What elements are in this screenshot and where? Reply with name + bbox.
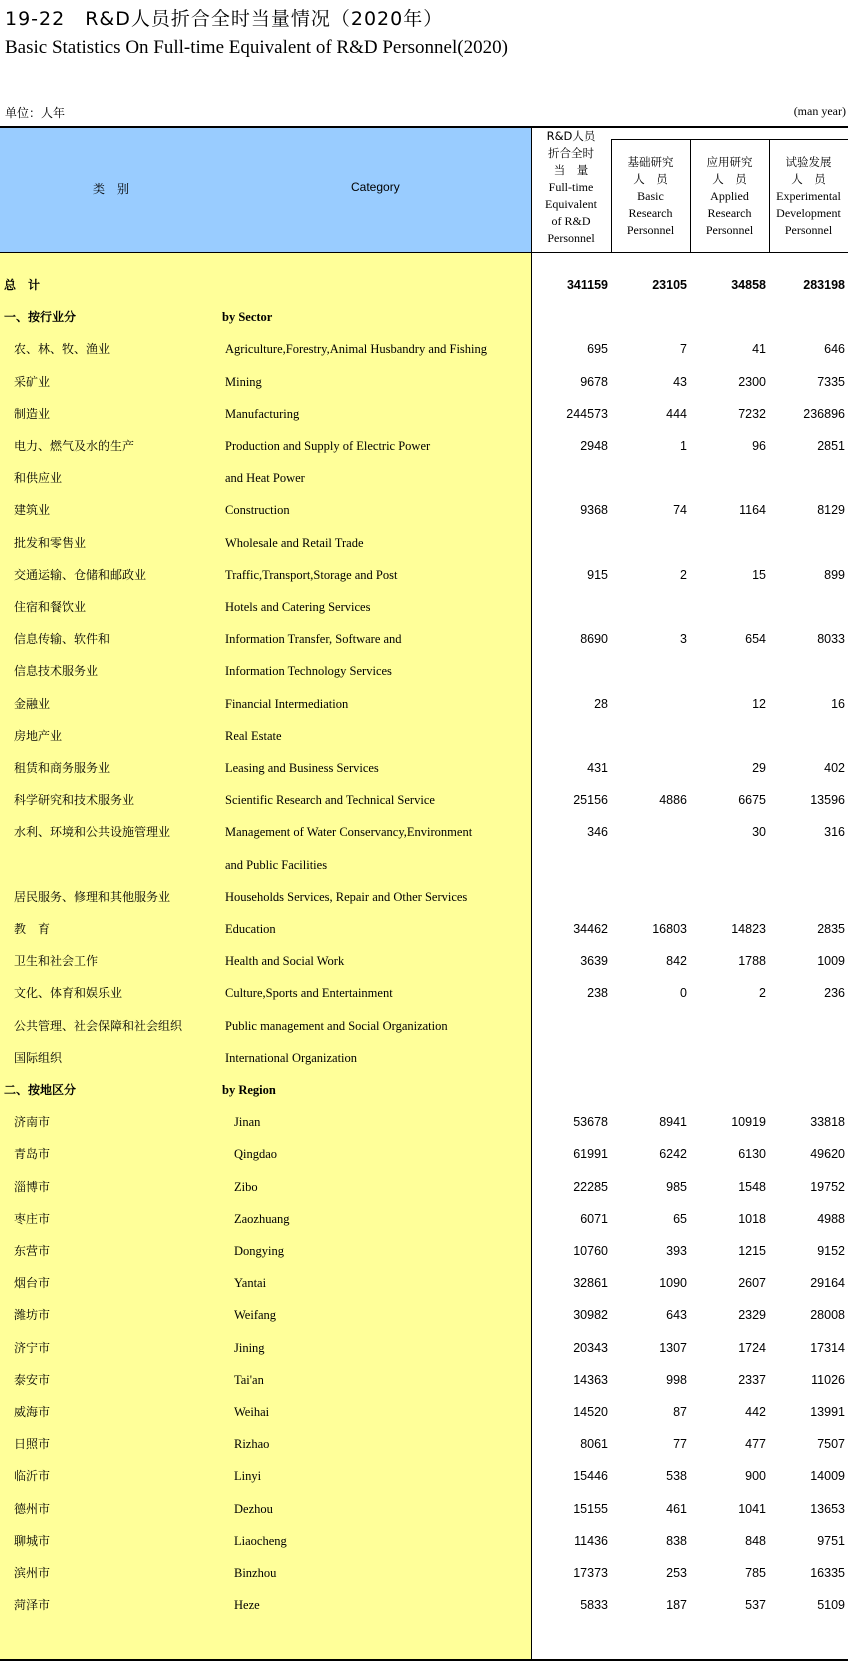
category-en: Traffic,Transport,Storage and Post bbox=[225, 567, 398, 582]
category-zh: 和供应业 bbox=[14, 471, 63, 486]
table-row bbox=[0, 1589, 848, 1621]
value-total: 9368 bbox=[580, 503, 608, 518]
value-applied: 34858 bbox=[731, 278, 766, 292]
category-zh: 淄博市 bbox=[14, 1179, 51, 1194]
value-basic: 0 bbox=[680, 986, 687, 1001]
category-zh: 租赁和商务服务业 bbox=[14, 761, 111, 775]
table-row bbox=[0, 1010, 848, 1042]
value-experimental: 9152 bbox=[817, 1244, 845, 1258]
table-row bbox=[0, 752, 848, 784]
category-zh: 二、按地区分 bbox=[4, 1083, 77, 1097]
category-en: Households Services, Repair and Other Services bbox=[225, 889, 468, 904]
value-total: 10760 bbox=[573, 1244, 608, 1258]
category-header-zh: 类 别 bbox=[93, 182, 130, 196]
header-subrule bbox=[611, 139, 848, 140]
category-zh: 济宁市 bbox=[14, 1340, 51, 1355]
category-en: by Sector bbox=[222, 310, 273, 325]
value-applied: 41 bbox=[752, 342, 766, 357]
value-experimental: 14009 bbox=[810, 1469, 845, 1484]
table-row bbox=[0, 913, 848, 945]
value-applied: 1164 bbox=[739, 503, 766, 518]
value-basic: 74 bbox=[673, 503, 687, 518]
value-experimental: 236 bbox=[824, 986, 845, 1001]
category-zh: 枣庄市 bbox=[14, 1211, 51, 1226]
value-total: 53678 bbox=[573, 1115, 608, 1130]
value-applied: 537 bbox=[745, 1598, 766, 1613]
category-en: International Organization bbox=[225, 1050, 358, 1065]
value-experimental: 2835 bbox=[817, 922, 845, 936]
value-basic: 3 bbox=[680, 632, 687, 647]
value-total: 15155 bbox=[573, 1501, 608, 1516]
value-total: 25156 bbox=[573, 793, 608, 808]
category-zh: 文化、体育和娱乐业 bbox=[14, 986, 123, 1001]
table-row bbox=[0, 1267, 848, 1299]
value-applied: 2337 bbox=[738, 1372, 766, 1387]
table-row bbox=[0, 1332, 848, 1364]
category-zh: 日照市 bbox=[14, 1437, 51, 1452]
category-zh: 泰安市 bbox=[14, 1372, 51, 1387]
column-header-basic: 基础研究 人 员 Basic Research Personnel bbox=[626, 155, 675, 237]
value-experimental: 646 bbox=[824, 342, 845, 357]
category-zh: 威海市 bbox=[14, 1405, 51, 1419]
value-basic: 43 bbox=[673, 374, 687, 389]
category-en: Yantai bbox=[234, 1276, 267, 1291]
category-en: Weifang bbox=[234, 1308, 277, 1323]
value-experimental: 16 bbox=[831, 696, 845, 711]
table-row bbox=[0, 1106, 848, 1138]
value-applied: 1215 bbox=[738, 1244, 766, 1258]
value-total: 22285 bbox=[573, 1179, 608, 1194]
category-en: Financial Intermediation bbox=[225, 696, 349, 711]
value-applied: 442 bbox=[745, 1405, 766, 1419]
value-experimental: 2851 bbox=[817, 439, 845, 453]
unit-label-zh: 单位：人年 bbox=[5, 106, 66, 120]
value-experimental: 13653 bbox=[810, 1501, 845, 1516]
category-zh: 住宿和餐饮业 bbox=[14, 600, 87, 614]
category-zh: 济南市 bbox=[14, 1115, 51, 1130]
category-zh: 电力、燃气及水的生产 bbox=[14, 439, 135, 453]
category-en: Jining bbox=[234, 1340, 265, 1355]
category-en: Information Transfer, Software and bbox=[225, 632, 402, 647]
value-experimental: 29164 bbox=[810, 1276, 845, 1291]
value-total: 9678 bbox=[580, 374, 608, 389]
table-row bbox=[0, 1171, 848, 1203]
category-en: Education bbox=[225, 922, 276, 936]
table-row bbox=[0, 1074, 848, 1106]
value-experimental: 28008 bbox=[810, 1308, 845, 1323]
value-basic: 7 bbox=[680, 342, 687, 357]
value-applied: 15 bbox=[752, 567, 766, 582]
category-zh: 卫生和社会工作 bbox=[14, 954, 99, 969]
value-experimental: 11026 bbox=[811, 1372, 845, 1387]
category-en: Public management and Social Organization bbox=[225, 1018, 448, 1033]
category-en: Zibo bbox=[234, 1179, 258, 1194]
value-applied: 2329 bbox=[738, 1308, 766, 1323]
category-en: Manufacturing bbox=[225, 406, 300, 421]
table-row bbox=[0, 1396, 848, 1428]
table-row bbox=[0, 1235, 848, 1267]
value-total: 8061 bbox=[580, 1437, 608, 1452]
value-experimental: 8033 bbox=[817, 632, 845, 647]
value-basic: 23105 bbox=[652, 278, 687, 292]
value-total: 30982 bbox=[573, 1308, 608, 1323]
value-total: 2948 bbox=[580, 439, 608, 453]
category-en: Wholesale and Retail Trade bbox=[225, 535, 364, 550]
value-basic: 253 bbox=[666, 1566, 687, 1580]
category-zh: 一、按行业分 bbox=[4, 310, 77, 325]
value-experimental: 4988 bbox=[817, 1211, 845, 1226]
table-row bbox=[0, 1460, 848, 1492]
category-en: and Public Facilities bbox=[225, 857, 328, 872]
category-en: Agriculture,Forestry,Animal Husbandry and Fishing bbox=[225, 342, 487, 357]
value-basic: 4886 bbox=[659, 793, 687, 808]
table-row bbox=[0, 1203, 848, 1235]
category-zh: 金融业 bbox=[14, 696, 51, 711]
category-en: Rizhao bbox=[234, 1437, 270, 1452]
category-zh: 菏泽市 bbox=[14, 1598, 51, 1613]
column-header-total: R&D人员 折合全时 当 量 Full-time Equivalent of R&D Personnel bbox=[545, 129, 597, 245]
table-row bbox=[0, 1138, 848, 1170]
value-applied: 6130 bbox=[738, 1147, 766, 1162]
table-row bbox=[0, 816, 848, 848]
value-total: 431 bbox=[587, 761, 608, 775]
category-zh: 潍坊市 bbox=[14, 1308, 51, 1323]
value-experimental: 283198 bbox=[803, 278, 845, 292]
value-basic: 444 bbox=[666, 406, 687, 421]
category-zh: 临沂市 bbox=[14, 1469, 51, 1484]
category-en: by Region bbox=[222, 1083, 276, 1097]
statistics-table bbox=[0, 126, 848, 1662]
category-en: Health and Social Work bbox=[225, 954, 345, 969]
value-applied: 1548 bbox=[738, 1179, 766, 1194]
table-row bbox=[0, 849, 848, 881]
value-experimental: 316 bbox=[824, 825, 845, 840]
value-total: 20343 bbox=[573, 1340, 608, 1355]
category-en: Binzhou bbox=[234, 1566, 277, 1580]
table-row bbox=[0, 398, 848, 430]
value-applied: 1788 bbox=[738, 954, 766, 969]
value-applied: 2607 bbox=[738, 1276, 766, 1291]
value-applied: 1018 bbox=[738, 1211, 766, 1226]
value-basic: 538 bbox=[666, 1469, 687, 1484]
table-row bbox=[0, 688, 848, 720]
table-row bbox=[0, 527, 848, 559]
value-total: 28 bbox=[594, 696, 608, 711]
value-total: 14520 bbox=[573, 1405, 608, 1419]
category-en: and Heat Power bbox=[225, 471, 305, 486]
value-applied: 1724 bbox=[738, 1340, 766, 1355]
table-row bbox=[0, 1525, 848, 1557]
value-experimental: 19752 bbox=[810, 1179, 845, 1194]
value-basic: 998 bbox=[666, 1372, 687, 1387]
value-applied: 477 bbox=[745, 1437, 766, 1452]
value-applied: 14823 bbox=[731, 922, 766, 936]
table-title-zh: 19-22 R&D人员折合全时当量情况（2020年） bbox=[5, 8, 444, 30]
value-applied: 6675 bbox=[738, 793, 766, 808]
table-row bbox=[0, 269, 848, 301]
category-zh: 交通运输、仓储和邮政业 bbox=[14, 567, 147, 582]
category-zh: 农、林、牧、渔业 bbox=[14, 342, 111, 357]
category-zh: 房地产业 bbox=[14, 728, 63, 743]
value-experimental: 9751 bbox=[817, 1533, 845, 1548]
category-zh: 聊城市 bbox=[14, 1533, 51, 1548]
value-basic: 187 bbox=[666, 1598, 687, 1613]
category-en: Scientific Research and Technical Service bbox=[225, 793, 435, 808]
category-en: Hotels and Catering Services bbox=[225, 600, 371, 614]
table-row bbox=[0, 494, 848, 526]
category-zh: 烟台市 bbox=[14, 1276, 51, 1291]
category-zh: 居民服务、修理和其他服务业 bbox=[14, 889, 171, 904]
category-en: Tai'an bbox=[234, 1372, 264, 1387]
value-basic: 985 bbox=[666, 1179, 687, 1194]
value-total: 8690 bbox=[580, 632, 608, 647]
category-en: Liaocheng bbox=[234, 1533, 287, 1548]
table-row bbox=[0, 655, 848, 687]
table-row bbox=[0, 881, 848, 913]
category-en: Mining bbox=[225, 374, 262, 389]
value-basic: 842 bbox=[666, 954, 687, 969]
value-basic: 87 bbox=[673, 1405, 687, 1419]
table-row bbox=[0, 430, 848, 462]
value-total: 15446 bbox=[573, 1469, 608, 1484]
table-row bbox=[0, 720, 848, 752]
table-row bbox=[0, 1557, 848, 1589]
category-en: Weihai bbox=[234, 1405, 270, 1419]
value-applied: 848 bbox=[745, 1533, 766, 1548]
header-background bbox=[0, 128, 531, 252]
value-basic: 461 bbox=[666, 1501, 687, 1516]
value-basic: 16803 bbox=[652, 922, 687, 936]
category-zh: 总 计 bbox=[4, 278, 41, 292]
category-zh: 国际组织 bbox=[14, 1050, 63, 1065]
value-basic: 77 bbox=[673, 1437, 687, 1452]
table-bottom-rule bbox=[0, 1659, 848, 1661]
value-total: 346 bbox=[587, 825, 608, 840]
value-basic: 65 bbox=[673, 1211, 687, 1226]
category-zh: 水利、环境和公共设施管理业 bbox=[14, 825, 171, 840]
category-en: Management of Water Conservancy,Environment bbox=[225, 825, 473, 840]
table-row bbox=[0, 1493, 848, 1525]
value-total: 61991 bbox=[573, 1147, 608, 1162]
category-en: Leasing and Business Services bbox=[225, 761, 379, 775]
value-basic: 1 bbox=[680, 439, 687, 453]
value-applied: 2300 bbox=[738, 374, 766, 389]
table-row bbox=[0, 301, 848, 333]
value-total: 695 bbox=[587, 342, 608, 357]
value-total: 341159 bbox=[566, 278, 608, 292]
table-row bbox=[0, 784, 848, 816]
value-basic: 1090 bbox=[659, 1276, 687, 1291]
value-experimental: 8129 bbox=[817, 503, 845, 518]
category-zh: 信息技术服务业 bbox=[14, 664, 99, 679]
category-zh: 青岛市 bbox=[14, 1147, 51, 1162]
value-experimental: 13991 bbox=[810, 1405, 845, 1419]
value-applied: 96 bbox=[752, 439, 766, 453]
value-basic: 643 bbox=[666, 1308, 687, 1323]
value-experimental: 7507 bbox=[817, 1437, 845, 1452]
value-applied: 654 bbox=[745, 632, 766, 647]
table-top-rule bbox=[0, 126, 848, 128]
table-row bbox=[0, 1042, 848, 1074]
value-total: 6071 bbox=[580, 1211, 608, 1226]
value-applied: 29 bbox=[752, 761, 766, 775]
category-en: Dongying bbox=[234, 1244, 284, 1258]
category-zh: 公共管理、社会保障和社会组织 bbox=[14, 1018, 183, 1033]
table-row bbox=[0, 977, 848, 1009]
value-experimental: 1009 bbox=[817, 954, 845, 969]
category-zh: 批发和零售业 bbox=[14, 535, 87, 550]
value-experimental: 33818 bbox=[810, 1115, 845, 1130]
category-zh: 东营市 bbox=[14, 1244, 51, 1258]
category-en: Production and Supply of Electric Power bbox=[225, 439, 431, 453]
value-total: 238 bbox=[587, 986, 608, 1001]
value-total: 14363 bbox=[573, 1372, 608, 1387]
value-basic: 6242 bbox=[659, 1147, 687, 1162]
value-experimental: 49620 bbox=[810, 1147, 845, 1162]
table-row bbox=[0, 559, 848, 591]
table-row bbox=[0, 1364, 848, 1396]
category-zh: 滨州市 bbox=[14, 1566, 51, 1580]
table-title-en: Basic Statistics On Full-time Equivalent of R&D Personnel(2020) bbox=[5, 37, 508, 58]
value-applied: 900 bbox=[745, 1469, 766, 1484]
category-en: Heze bbox=[234, 1598, 260, 1613]
category-en: Jinan bbox=[234, 1115, 261, 1130]
value-total: 34462 bbox=[573, 922, 608, 936]
value-total: 5833 bbox=[580, 1598, 608, 1613]
category-en: Dezhou bbox=[234, 1501, 273, 1516]
category-en: Culture,Sports and Entertainment bbox=[225, 986, 393, 1001]
value-applied: 10919 bbox=[731, 1115, 766, 1130]
value-experimental: 402 bbox=[824, 761, 845, 775]
value-basic: 393 bbox=[666, 1244, 687, 1258]
category-en: Real Estate bbox=[225, 728, 282, 743]
value-applied: 785 bbox=[745, 1566, 766, 1580]
table-row bbox=[0, 591, 848, 623]
value-basic: 2 bbox=[680, 567, 687, 582]
value-applied: 7232 bbox=[738, 406, 766, 421]
header-bottom-rule bbox=[0, 252, 848, 253]
value-experimental: 7335 bbox=[817, 374, 845, 389]
value-applied: 2 bbox=[759, 986, 766, 1001]
column-header-experimental: 试验发展 人 员 Experimental Development Personnel bbox=[776, 155, 841, 237]
table-row bbox=[0, 945, 848, 977]
value-basic: 838 bbox=[666, 1533, 687, 1548]
value-experimental: 13596 bbox=[810, 793, 845, 808]
value-applied: 12 bbox=[752, 696, 766, 711]
value-basic: 8941 bbox=[659, 1115, 687, 1130]
category-en: Construction bbox=[225, 503, 290, 518]
table-row bbox=[0, 462, 848, 494]
category-zh: 信息传输、软件和 bbox=[14, 632, 111, 647]
category-zh: 制造业 bbox=[14, 406, 51, 421]
value-experimental: 236896 bbox=[803, 406, 845, 421]
value-applied: 30 bbox=[752, 825, 766, 840]
value-applied: 1041 bbox=[738, 1501, 766, 1516]
table-row bbox=[0, 333, 848, 365]
unit-label-en: (man year) bbox=[793, 104, 846, 118]
value-experimental: 16335 bbox=[810, 1566, 845, 1580]
category-en: Zaozhuang bbox=[234, 1211, 290, 1226]
value-total: 32861 bbox=[573, 1276, 608, 1291]
table-row bbox=[0, 366, 848, 398]
category-zh: 教 育 bbox=[14, 922, 51, 936]
table-row bbox=[0, 1428, 848, 1460]
category-en: Qingdao bbox=[234, 1147, 278, 1162]
value-total: 11436 bbox=[574, 1533, 608, 1548]
value-basic: 1307 bbox=[659, 1340, 687, 1355]
value-experimental: 5109 bbox=[817, 1598, 845, 1613]
table-row bbox=[0, 623, 848, 655]
category-zh: 建筑业 bbox=[14, 503, 51, 518]
category-header-en: Category bbox=[351, 180, 400, 194]
value-total: 244573 bbox=[566, 406, 608, 421]
category-en: Linyi bbox=[234, 1469, 262, 1484]
category-en: Information Technology Services bbox=[225, 664, 392, 679]
value-experimental: 899 bbox=[824, 567, 845, 582]
category-zh: 德州市 bbox=[14, 1501, 51, 1516]
table-row bbox=[0, 1299, 848, 1331]
value-total: 3639 bbox=[580, 954, 608, 969]
value-total: 17373 bbox=[573, 1566, 608, 1580]
value-total: 915 bbox=[587, 567, 608, 582]
column-header-applied: 应用研究 人 员 Applied Research Personnel bbox=[705, 155, 754, 237]
category-zh: 采矿业 bbox=[14, 374, 51, 389]
category-zh: 科学研究和技术服务业 bbox=[14, 793, 135, 808]
value-experimental: 17314 bbox=[810, 1340, 845, 1355]
